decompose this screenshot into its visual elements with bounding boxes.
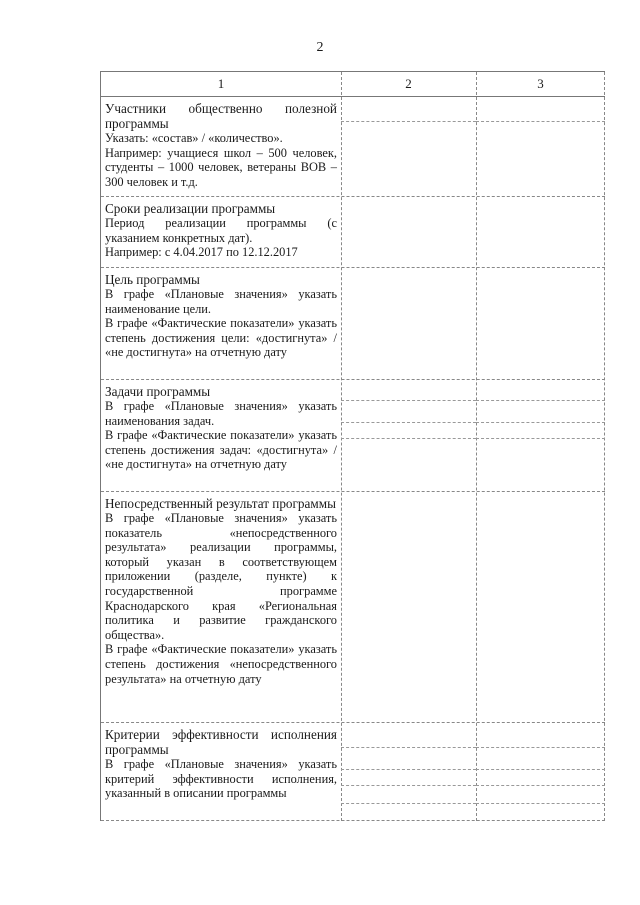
planned-values-cell[interactable] bbox=[341, 492, 476, 722]
planned-values-cell[interactable] bbox=[341, 268, 476, 379]
table-row-period bbox=[101, 197, 605, 268]
row-label-cell bbox=[101, 492, 341, 722]
row-description: В графе «Плановые значения» указать критерий эффективности исполнения, указанный в описании программы bbox=[105, 757, 337, 801]
row-label-cell bbox=[101, 97, 341, 196]
row-description: Период реализации программы (с указанием конкретных дат). Например: с 4.04.2017 по 12.12.2017 bbox=[105, 216, 337, 260]
row-description: В графе «Плановые значения» указать наименования задач. В графе «Фактические показатели» указать степень достижения задач: «достигнута» / «не достигнута» на отчетную дату bbox=[105, 399, 337, 472]
row-label-cell bbox=[101, 197, 341, 267]
actual-values-cell[interactable] bbox=[476, 492, 605, 722]
row-title: Непосредственный результат программы bbox=[105, 496, 336, 511]
actual-values-cell[interactable] bbox=[476, 97, 605, 196]
row-label-cell bbox=[101, 268, 341, 379]
table-row-participants bbox=[101, 97, 605, 197]
planned-values-cell[interactable] bbox=[341, 197, 476, 267]
row-label-cell bbox=[101, 380, 341, 491]
row-description: В графе «Плановые значения» указать наименование цели. В графе «Фактические показатели» указать степень достижения цели: «достигнута» / «не достигнута» на отчетную дату bbox=[105, 287, 337, 360]
planned-values-cell[interactable] bbox=[341, 380, 476, 491]
row-title: Сроки реализации программы bbox=[105, 201, 276, 216]
table-header-row bbox=[101, 72, 605, 97]
planned-values-cell[interactable] bbox=[341, 97, 476, 196]
header-col-3: 3 bbox=[537, 76, 544, 91]
header-col-2: 2 bbox=[405, 76, 412, 91]
table-row-direct-result bbox=[101, 492, 605, 723]
row-title: Задачи программы bbox=[105, 384, 211, 399]
row-label-cell bbox=[101, 723, 341, 820]
actual-values-cell[interactable] bbox=[476, 723, 605, 820]
row-description: В графе «Плановые значения» указать показатель «непосредственного результата» реализации программы, который указан в соответствующем приложении (разделе, пункте) к государственной программе Краснодарского края «Региональная политика и развитие гражданского общества». В графе «Фактические показатели» указать степень достижения «непосредственного результата» на отчетную дату bbox=[105, 511, 337, 686]
row-title: Критерии эффективности исполнения программы bbox=[105, 727, 337, 757]
row-title: Цель программы bbox=[105, 272, 200, 287]
row-title: Участники общественно полезной программы bbox=[105, 101, 337, 131]
planned-values-cell[interactable] bbox=[341, 723, 476, 820]
table-row-tasks bbox=[101, 380, 605, 492]
row-description: Указать: «состав» / «количество». Например: учащиеся школ – 500 человек, студенты – 1000 человек, ветераны ВОВ – 300 человек и т.д. bbox=[105, 131, 337, 189]
page-number: 2 bbox=[316, 40, 324, 55]
actual-values-cell[interactable] bbox=[476, 380, 605, 491]
actual-values-cell[interactable] bbox=[476, 197, 605, 267]
program-table bbox=[100, 71, 605, 821]
table-row-goal bbox=[101, 268, 605, 380]
actual-values-cell[interactable] bbox=[476, 268, 605, 379]
table-row-criteria bbox=[101, 723, 605, 821]
header-col-1: 1 bbox=[217, 76, 225, 91]
